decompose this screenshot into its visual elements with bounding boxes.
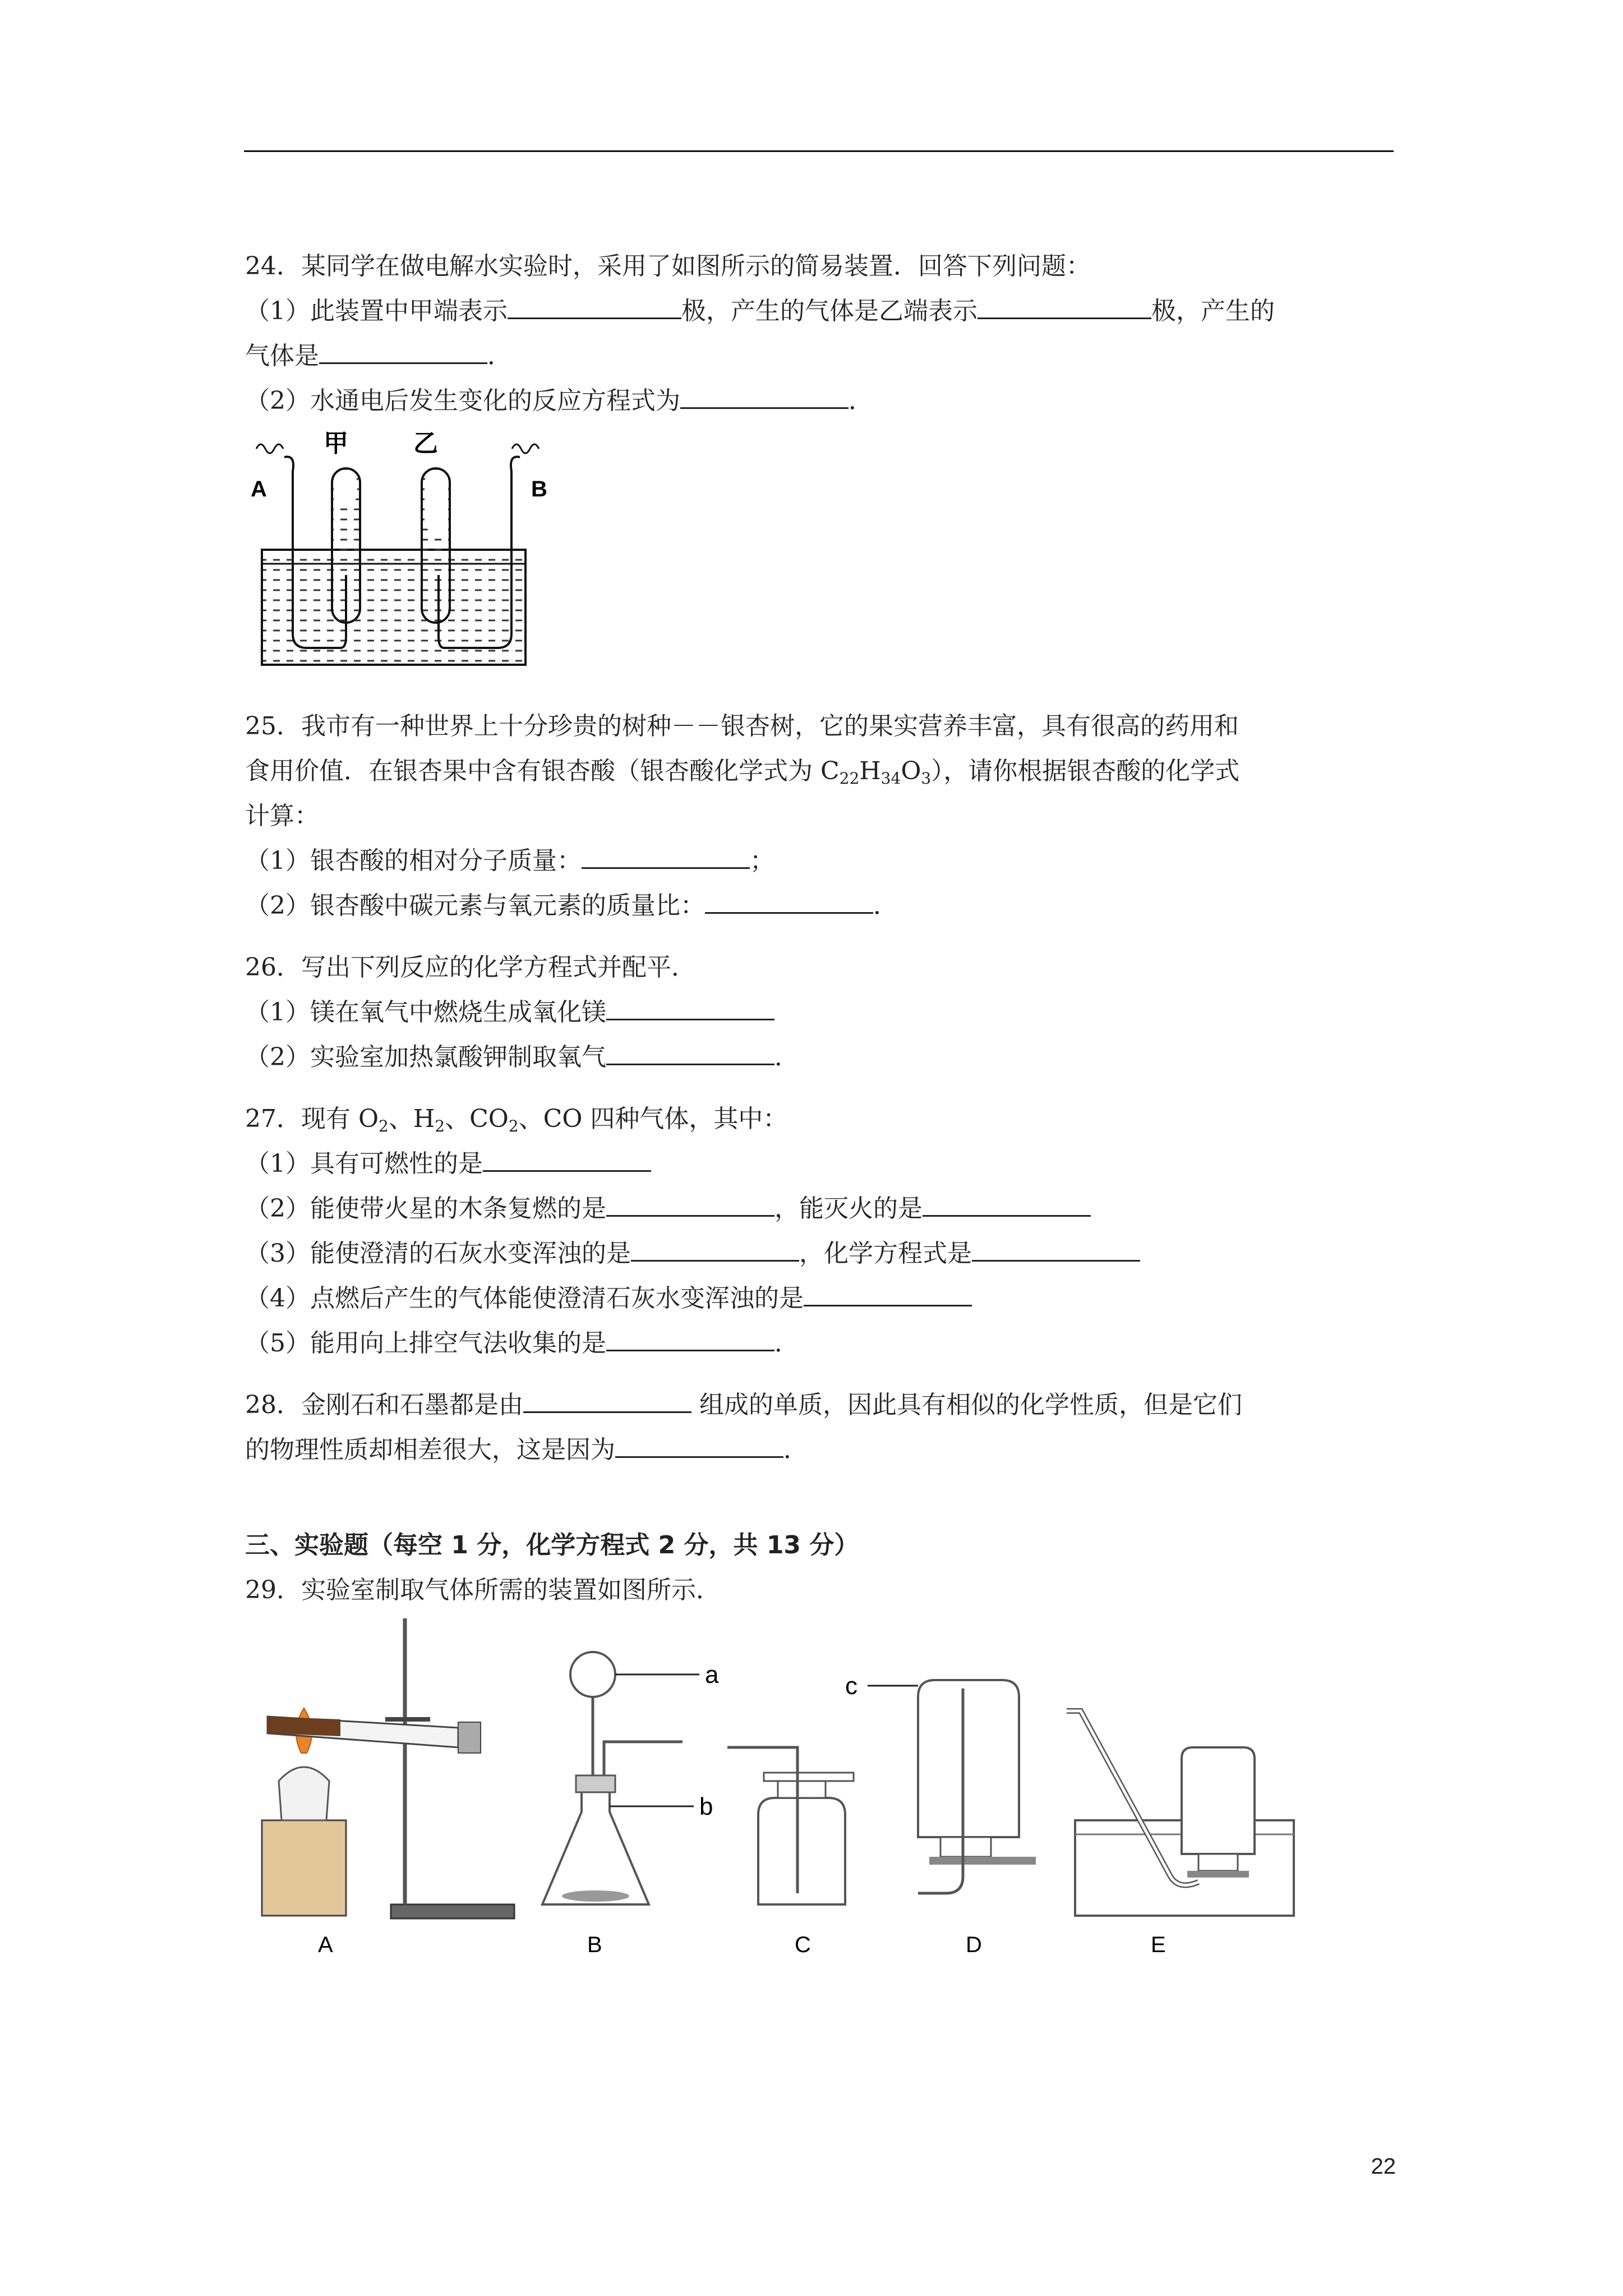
q27-part1-text: （1）具有可燃性的是 bbox=[245, 1149, 483, 1178]
q24-blank-1[interactable] bbox=[508, 291, 681, 319]
q25-stem-1: 25．我市有一种世界上十分珍贵的树种－－银杏树，它的果实营养丰富，具有很高的药用和 bbox=[245, 712, 1239, 740]
electrolysis-apparatus-figure bbox=[245, 424, 559, 670]
q28-text-b: 组成的单质，因此具有相似的化学性质，但是它们 bbox=[691, 1391, 1242, 1419]
q26-part2 bbox=[245, 1035, 1395, 1080]
q27-blank-6[interactable] bbox=[804, 1278, 972, 1306]
q24-part1 bbox=[245, 289, 1395, 334]
label-yi: 乙 bbox=[413, 430, 438, 457]
q28-line-2 bbox=[245, 1428, 1395, 1473]
q25-part1-end: ； bbox=[750, 846, 774, 875]
q27-sub-2: 2 bbox=[435, 1117, 445, 1135]
q25-formula-pre: 食用价值．在银杏果中含有银杏酸（银杏酸化学式为 C bbox=[245, 757, 840, 785]
q27-part3-text-b: ，化学方程式是 bbox=[799, 1239, 972, 1268]
q27-part2-text: （2）能使带火星的木条复燃的是 bbox=[245, 1194, 606, 1223]
q25-blank-1[interactable] bbox=[582, 840, 750, 869]
gas-apparatus-figure bbox=[245, 1613, 1339, 1961]
apparatus-C bbox=[727, 1747, 854, 1904]
apparatus-A bbox=[262, 1618, 514, 1918]
apparatus-D bbox=[845, 1672, 1036, 1893]
q25-sub-o: 3 bbox=[921, 769, 932, 788]
q27-part4 bbox=[245, 1276, 1395, 1321]
q27-part1 bbox=[245, 1142, 1395, 1186]
label-C-apparatus: C bbox=[795, 1932, 811, 1957]
q25-part2-end: ． bbox=[873, 891, 898, 920]
q26-blank-2[interactable] bbox=[606, 1037, 774, 1065]
q24-part1-end: ． bbox=[487, 342, 512, 370]
q24-part1-text-b: 极，产生的气体是乙端表示 bbox=[681, 297, 978, 325]
q26-part1-text: （1）镁在氧气中燃烧生成氧化镁 bbox=[245, 998, 606, 1027]
apparatus-E bbox=[1067, 1711, 1294, 1916]
q26-stem: 26．写出下列反应的化学方程式并配平． bbox=[245, 953, 696, 982]
q24-part2-text: （2）水通电后发生变化的反应方程式为 bbox=[245, 386, 680, 415]
q27-blank-2[interactable] bbox=[606, 1188, 774, 1217]
label-A: A bbox=[251, 477, 267, 501]
q25-part2-text: （2）银杏酸中碳元素与氧元素的质量比： bbox=[245, 891, 705, 920]
q28-blank-2[interactable] bbox=[615, 1429, 783, 1458]
label-c: c bbox=[845, 1672, 857, 1700]
header-rule bbox=[244, 150, 1394, 152]
q26-part1 bbox=[245, 990, 1395, 1035]
q25-sub-c: 22 bbox=[839, 769, 860, 788]
q27-stem-d: 、CO 四种气体，其中： bbox=[518, 1105, 788, 1133]
label-a: a bbox=[705, 1661, 719, 1688]
q29-stem: 29．实验室制取气体所需的装置如图所示． bbox=[245, 1576, 721, 1604]
q27-part5 bbox=[245, 1321, 1395, 1366]
q27-blank-7[interactable] bbox=[606, 1323, 774, 1351]
label-b: b bbox=[699, 1793, 713, 1820]
q24-part1-text: （1）此装置中甲端表示 bbox=[245, 297, 508, 325]
section-3-title: 三、实验题（每空 1 分，化学方程式 2 分，共 13 分） bbox=[245, 1531, 859, 1559]
q25-stem-2 bbox=[245, 749, 1395, 794]
label-E-apparatus: E bbox=[1151, 1932, 1166, 1957]
q25-part1 bbox=[245, 839, 1395, 884]
label-B: B bbox=[531, 477, 547, 501]
q24-blank-2[interactable] bbox=[978, 291, 1151, 319]
q25-blank-2[interactable] bbox=[705, 885, 873, 914]
q24-part1-cont bbox=[245, 334, 1395, 379]
q27-blank-5[interactable] bbox=[972, 1233, 1140, 1262]
q27-stem-a: 27．现有 O bbox=[245, 1105, 379, 1133]
q27-stem-c: 、CO bbox=[445, 1105, 509, 1133]
q24-part1-text-c: 极，产生的 bbox=[1151, 297, 1275, 325]
q26-part2-text: （2）实验室加热氯酸钾制取氧气 bbox=[245, 1043, 606, 1071]
q24-part2-end: ． bbox=[849, 386, 873, 415]
q25-sub-h: 34 bbox=[880, 769, 901, 788]
page-content bbox=[245, 244, 1395, 1961]
label-B-apparatus: B bbox=[587, 1932, 602, 1957]
q25-part2 bbox=[245, 884, 1395, 928]
q27-sub-1: 2 bbox=[379, 1117, 389, 1135]
q27-blank-3[interactable] bbox=[923, 1188, 1091, 1217]
q27-stem bbox=[245, 1097, 1395, 1142]
q26-blank-1[interactable] bbox=[606, 992, 774, 1020]
q25-h: H bbox=[859, 757, 881, 785]
q27-stem-b: 、H bbox=[388, 1105, 435, 1133]
q27-part2-text-b: ，能灭火的是 bbox=[774, 1194, 923, 1223]
q27-part3-text: （3）能使澄清的石灰水变浑浊的是 bbox=[245, 1239, 631, 1268]
q28-blank-1[interactable] bbox=[523, 1384, 691, 1413]
q24-stem: 24．某同学在做电解水实验时，采用了如图所示的简易装置．回答下列问题： bbox=[245, 252, 1091, 280]
label-D-apparatus: D bbox=[966, 1932, 982, 1957]
q25-stem-3: 计算： bbox=[245, 802, 319, 830]
q25-o: O bbox=[901, 757, 921, 785]
label-A-apparatus: A bbox=[318, 1932, 333, 1957]
q24-blank-4[interactable] bbox=[680, 380, 849, 409]
q27-part2 bbox=[245, 1186, 1395, 1231]
q27-blank-1[interactable] bbox=[483, 1143, 651, 1172]
q27-part3 bbox=[245, 1231, 1395, 1276]
q25-part1-text: （1）银杏酸的相对分子质量： bbox=[245, 846, 582, 875]
q27-part5-text: （5）能用向上排空气法收集的是 bbox=[245, 1329, 606, 1358]
q27-part4-text: （4）点燃后产生的气体能使澄清石灰水变浑浊的是 bbox=[245, 1284, 804, 1313]
q28-text-a: 28．金刚石和石墨都是由 bbox=[245, 1391, 523, 1419]
q26-part2-end: ． bbox=[774, 1043, 799, 1071]
q27-part5-end: ． bbox=[774, 1329, 799, 1358]
q28-line-1 bbox=[245, 1383, 1395, 1428]
q28-text-c: 的物理性质却相差很大，这是因为 bbox=[245, 1435, 615, 1464]
q24-part2 bbox=[245, 379, 1395, 424]
q24-blank-3[interactable] bbox=[319, 335, 487, 364]
page-number: 22 bbox=[1371, 2154, 1396, 2179]
q27-blank-4[interactable] bbox=[631, 1233, 799, 1262]
q25-formula-post: ），请你根据银杏酸的化学式 bbox=[931, 757, 1240, 785]
q27-sub-3: 2 bbox=[508, 1117, 519, 1135]
apparatus-B bbox=[542, 1652, 719, 1904]
q24-part1-text-d: 气体是 bbox=[245, 342, 319, 370]
q28-end: ． bbox=[783, 1435, 808, 1464]
label-jia: 甲 bbox=[324, 430, 348, 457]
